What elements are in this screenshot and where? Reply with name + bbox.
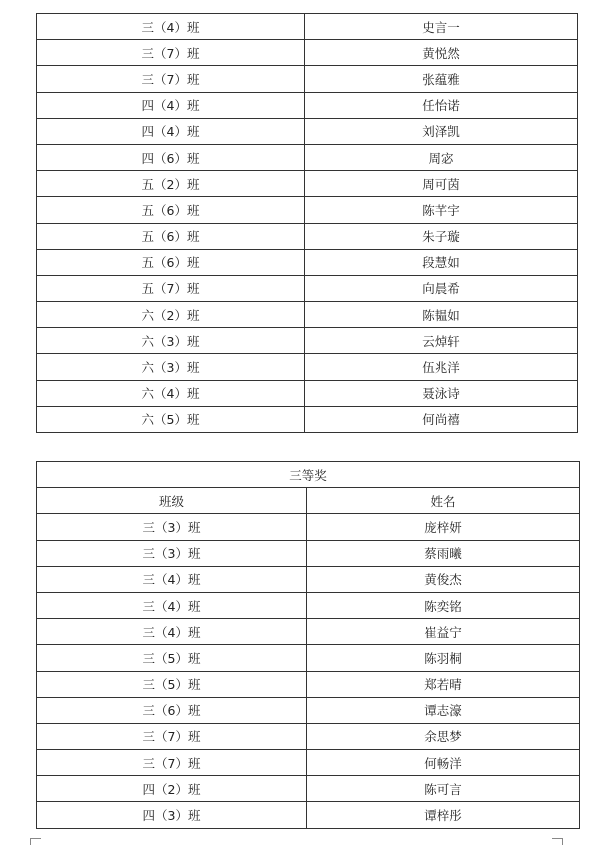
- class-cell: 六（3）班: [37, 354, 305, 380]
- class-cell: 五（6）班: [37, 197, 305, 223]
- class-cell: 三（4）班: [37, 14, 305, 40]
- student-name-cell: 段慧如: [305, 249, 578, 275]
- table-row: [37, 566, 580, 592]
- student-name-cell: 陈奕铭: [307, 592, 580, 618]
- class-cell: 四（3）班: [37, 802, 307, 828]
- page-corner-mark-left: [30, 838, 41, 845]
- table-row: [37, 171, 578, 197]
- class-cell: 五（2）班: [37, 171, 305, 197]
- class-cell: 三（4）班: [37, 566, 307, 592]
- class-cell: 三（5）班: [37, 645, 307, 671]
- student-name-cell: 周可茵: [305, 171, 578, 197]
- table-row: [37, 802, 580, 828]
- student-name-cell: 蔡雨曦: [307, 540, 580, 566]
- table-row: [37, 92, 578, 118]
- student-name-cell: 史言一: [305, 14, 578, 40]
- name-column-header: 姓名: [307, 488, 580, 514]
- class-cell: 三（4）班: [37, 619, 307, 645]
- table-row: [37, 66, 578, 92]
- student-name-cell: 崔益宁: [307, 619, 580, 645]
- class-cell: 四（4）班: [37, 92, 305, 118]
- class-cell: 三（6）班: [37, 697, 307, 723]
- page-corner-mark-right: [552, 838, 563, 845]
- award-table-continued: [36, 13, 578, 433]
- class-cell: 六（2）班: [37, 302, 305, 328]
- student-name-cell: 谭梓彤: [307, 802, 580, 828]
- class-cell: 六（4）班: [37, 380, 305, 406]
- class-cell: 六（3）班: [37, 328, 305, 354]
- third-prize-table: [36, 461, 580, 829]
- class-cell: 三（4）班: [37, 592, 307, 618]
- student-name-cell: 聂泳诗: [305, 380, 578, 406]
- student-name-cell: 何畅洋: [307, 750, 580, 776]
- student-name-cell: 云焯轩: [305, 328, 578, 354]
- student-name-cell: 黄俊杰: [307, 566, 580, 592]
- table-row: [37, 144, 578, 170]
- student-name-cell: 陈可言: [307, 776, 580, 802]
- table-row: [37, 697, 580, 723]
- table-row: [37, 776, 580, 802]
- table-row: [37, 406, 578, 432]
- class-cell: 三（3）班: [37, 514, 307, 540]
- table-row: [37, 540, 580, 566]
- student-name-cell: 郑若晴: [307, 671, 580, 697]
- class-cell: 四（4）班: [37, 118, 305, 144]
- class-cell: 五（6）班: [37, 223, 305, 249]
- table-row: [37, 750, 580, 776]
- third-prize-header-row: [37, 488, 580, 514]
- student-name-cell: 朱子璇: [305, 223, 578, 249]
- student-name-cell: 陈羽桐: [307, 645, 580, 671]
- student-name-cell: 张蕴雅: [305, 66, 578, 92]
- student-name-cell: 陈芊宇: [305, 197, 578, 223]
- student-name-cell: 谭志濠: [307, 697, 580, 723]
- table-row: [37, 302, 578, 328]
- class-cell: 四（2）班: [37, 776, 307, 802]
- class-cell: 六（5）班: [37, 406, 305, 432]
- class-cell: 三（7）班: [37, 66, 305, 92]
- table-row: [37, 197, 578, 223]
- class-cell: 三（7）班: [37, 750, 307, 776]
- class-column-header: 班级: [37, 488, 307, 514]
- third-prize-title-row: [37, 462, 580, 488]
- third-prize-title: 三等奖: [37, 462, 580, 488]
- award-table-continued-body: [37, 14, 578, 433]
- table-row: [37, 645, 580, 671]
- class-cell: 五（7）班: [37, 275, 305, 301]
- table-row: [37, 275, 578, 301]
- third-prize-table-body: [37, 462, 580, 829]
- table-row: [37, 14, 578, 40]
- student-name-cell: 伍兆洋: [305, 354, 578, 380]
- table-row: [37, 40, 578, 66]
- table-row: [37, 514, 580, 540]
- student-name-cell: 黄悦然: [305, 40, 578, 66]
- table-row: [37, 592, 580, 618]
- class-cell: 三（7）班: [37, 40, 305, 66]
- student-name-cell: 庞梓妍: [307, 514, 580, 540]
- table-row: [37, 118, 578, 144]
- student-name-cell: 周宓: [305, 144, 578, 170]
- class-cell: 三（3）班: [37, 540, 307, 566]
- student-name-cell: 刘泽凯: [305, 118, 578, 144]
- student-name-cell: 余思梦: [307, 723, 580, 749]
- student-name-cell: 陈韫如: [305, 302, 578, 328]
- student-name-cell: 何尚禧: [305, 406, 578, 432]
- table-row: [37, 671, 580, 697]
- table-row: [37, 249, 578, 275]
- table-row: [37, 723, 580, 749]
- table-row: [37, 619, 580, 645]
- table-row: [37, 223, 578, 249]
- class-cell: 五（6）班: [37, 249, 305, 275]
- class-cell: 四（6）班: [37, 144, 305, 170]
- class-cell: 三（7）班: [37, 723, 307, 749]
- table-row: [37, 380, 578, 406]
- table-row: [37, 354, 578, 380]
- student-name-cell: 任怡诺: [305, 92, 578, 118]
- class-cell: 三（5）班: [37, 671, 307, 697]
- student-name-cell: 向晨希: [305, 275, 578, 301]
- table-row: [37, 328, 578, 354]
